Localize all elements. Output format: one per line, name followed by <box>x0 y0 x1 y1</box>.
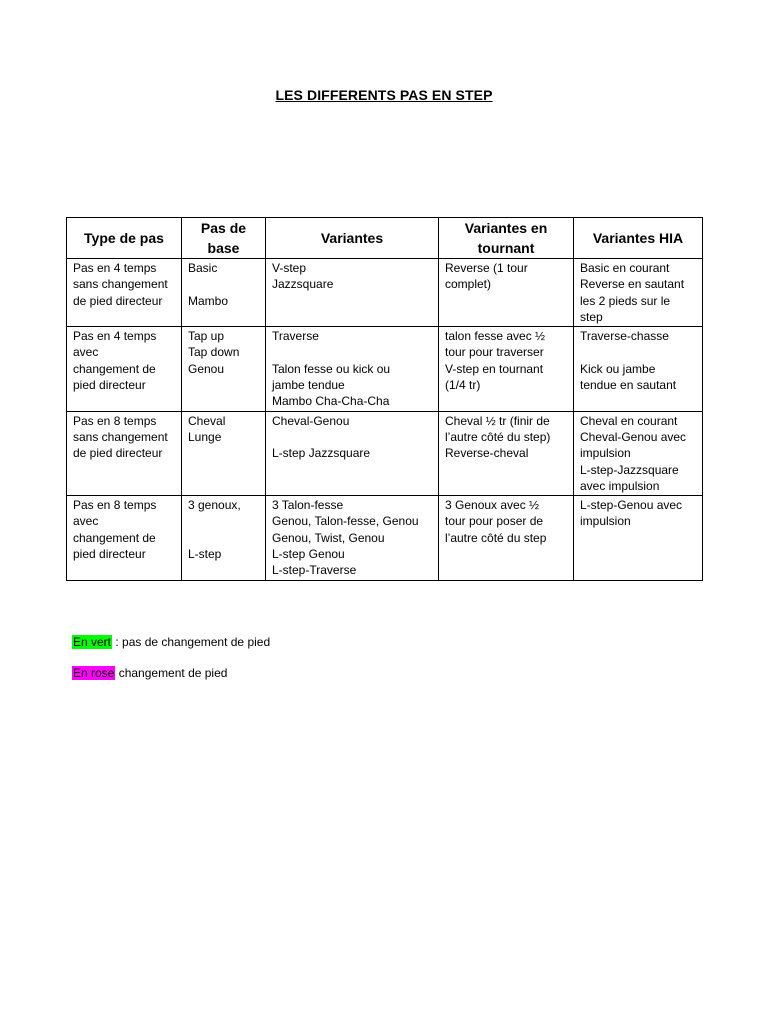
table-cell: Pas en 8 temps avec changement de pied directeur <box>67 496 182 580</box>
table-cell: Reverse (1 tour complet) <box>439 259 574 327</box>
table-cell: Basic en courant Reverse en sautant les 2 pieds sur le step <box>574 259 703 327</box>
table-cell: Cheval Lunge <box>182 411 266 495</box>
table-cell: Pas en 8 temps sans changement de pied directeur <box>67 411 182 495</box>
legend-highlight-green: En vert <box>73 635 112 649</box>
table-cell: L-step-Genou avec impulsion <box>574 496 703 580</box>
legend-text-pink: changement de pied <box>115 666 228 680</box>
page-title: LES DIFFERENTS PAS EN STEP <box>275 87 493 103</box>
header-pas-de-base: Pas de base <box>182 218 266 259</box>
table-cell: Cheval ½ tr (finir de l’autre côté du step) Reverse-cheval <box>439 411 574 495</box>
legend-highlight-pink: En rose <box>73 666 115 680</box>
table-cell: 3 Genoux avec ½ tour pour poser de l’autre côté du step <box>439 496 574 580</box>
table-cell: Cheval en courant Cheval-Genou avec impulsion L-step-Jazzsquare avec impulsion <box>574 411 703 495</box>
header-variantes-en-tournant: Variantes en tournant <box>439 218 574 259</box>
table-row <box>67 259 703 327</box>
table-header-row <box>67 218 703 259</box>
legend-text-green: : pas de changement de pied <box>112 635 271 649</box>
table-cell: Traverse Talon fesse ou kick ou jambe tendue Mambo Cha-Cha-Cha <box>266 327 439 411</box>
header-variantes-hia: Variantes HIA <box>574 218 703 259</box>
legend-line-green <box>72 634 270 650</box>
steps-table <box>66 217 703 581</box>
table-cell: Pas en 4 temps sans changement de pied directeur <box>67 259 182 327</box>
table-cell: 3 genoux, L-step <box>182 496 266 580</box>
table-row <box>67 327 703 411</box>
table-cell: Tap up Tap down Genou <box>182 327 266 411</box>
header-variantes: Variantes <box>266 218 439 259</box>
header-type-de-pas: Type de pas <box>67 218 182 259</box>
table-cell: Cheval-Genou L-step Jazzsquare <box>266 411 439 495</box>
table-row <box>67 411 703 495</box>
table-cell: V-step Jazzsquare <box>266 259 439 327</box>
table-cell: Pas en 4 temps avec changement de pied directeur <box>67 327 182 411</box>
table-cell: 3 Talon-fesse Genou, Talon-fesse, Genou Genou, Twist, Genou L-step Genou L-step-Traverse <box>266 496 439 580</box>
table-cell: talon fesse avec ½ tour pour traverser V-step en tournant (1/4 tr) <box>439 327 574 411</box>
table-cell: Traverse-chasse Kick ou jambe tendue en sautant <box>574 327 703 411</box>
legend-line-pink <box>72 665 227 681</box>
table-row <box>67 496 703 580</box>
table-cell: Basic Mambo <box>182 259 266 327</box>
